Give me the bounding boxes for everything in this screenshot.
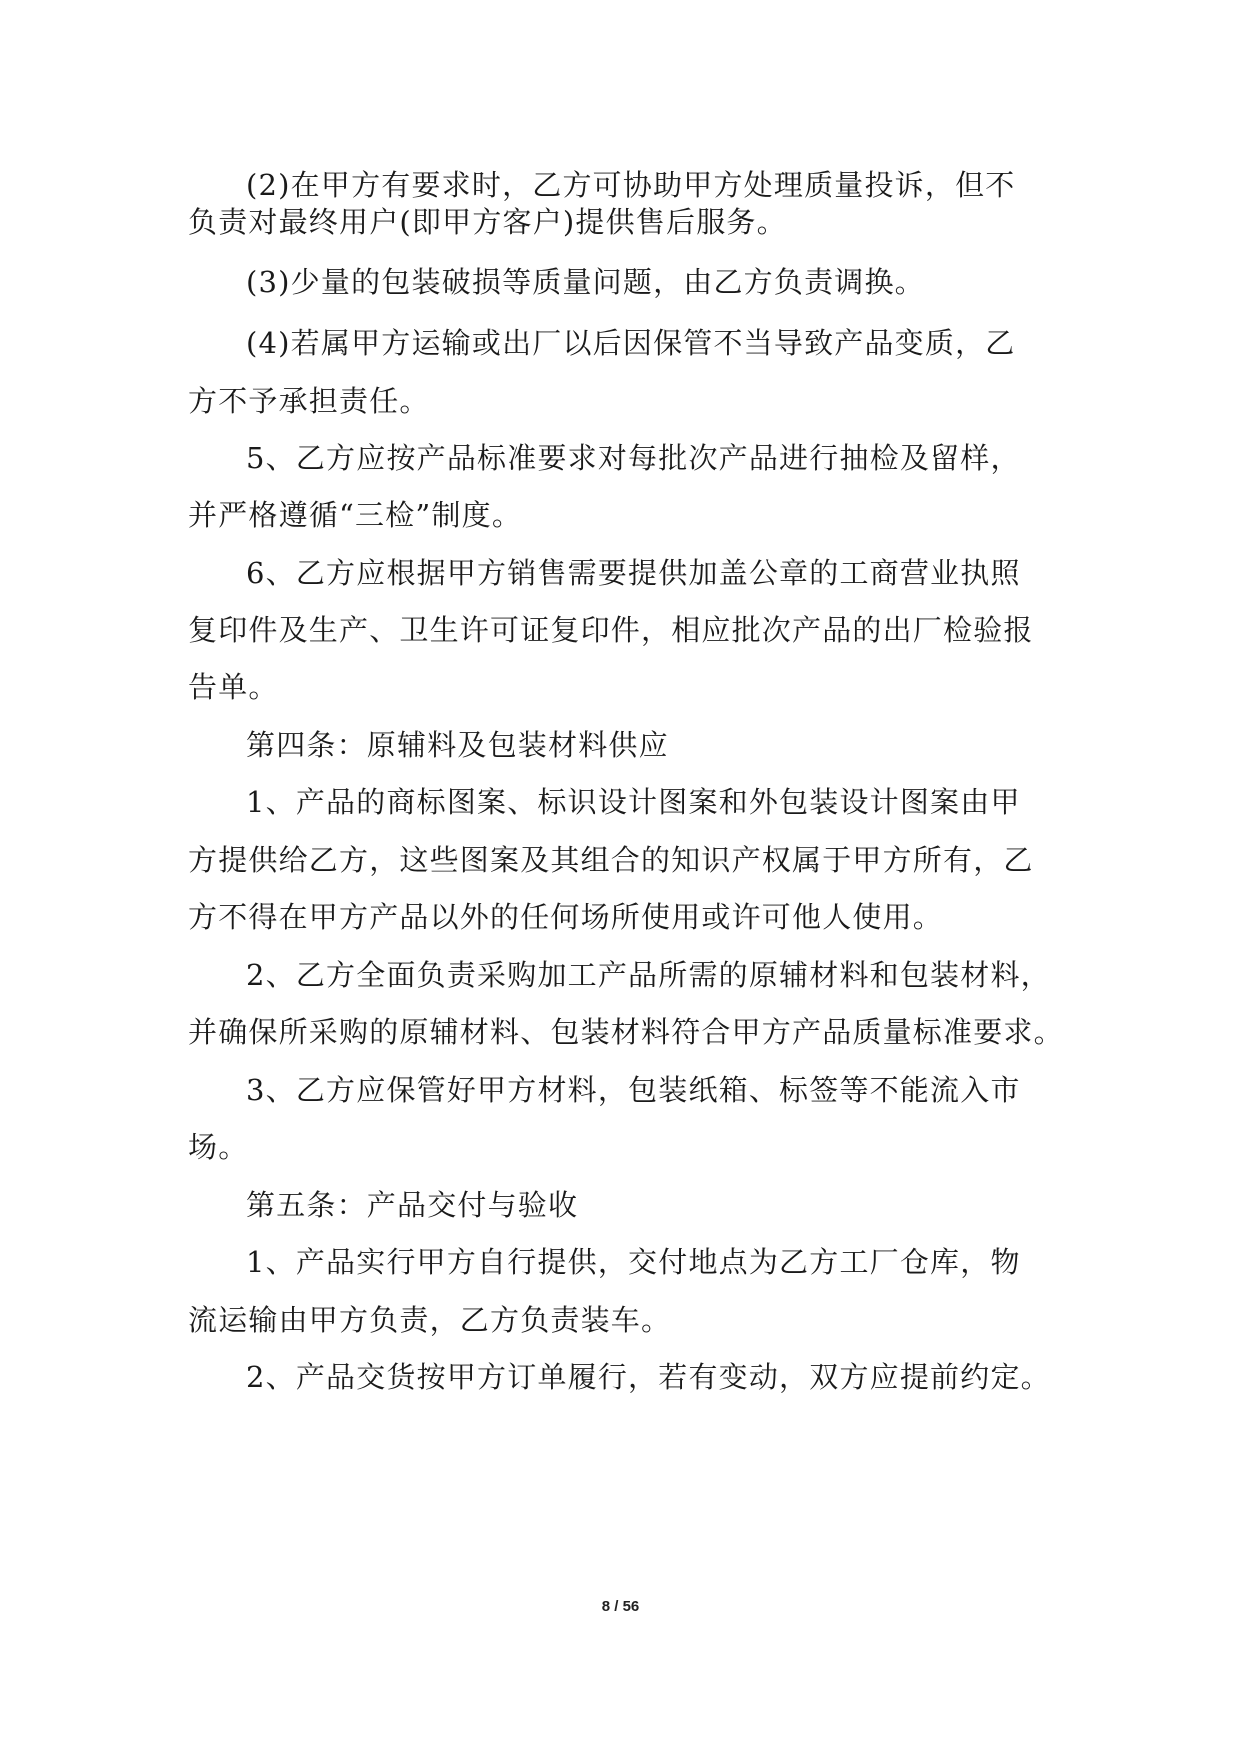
paragraph-line: 负责对最终用户(即甲方客户)提供售后服务。 — [188, 205, 787, 239]
paragraph-line: (3)少量的包装破损等质量问题，由乙方负责调换。 — [246, 265, 925, 299]
paragraph-line: (2)在甲方有要求时，乙方可协助甲方处理质量投诉，但不 — [246, 168, 1016, 202]
paragraph-line: 方不得在甲方产品以外的任何场所使用或许可他人使用。 — [188, 900, 944, 934]
paragraph-line: 复印件及生产、卫生许可证复印件，相应批次产品的出厂检验报 — [188, 613, 1034, 647]
paragraph-line: 方提供给乙方，这些图案及其组合的知识产权属于甲方所有，乙 — [188, 843, 1034, 877]
paragraph-line: 6、乙方应根据甲方销售需要提供加盖公章的工商营业执照 — [246, 556, 1021, 590]
paragraph-line: 并确保所采购的原辅材料、包装材料符合甲方产品质量标准要求。 — [188, 1015, 1064, 1049]
page-number: 8 / 56 — [601, 1598, 640, 1615]
paragraph-line: (4)若属甲方运输或出厂以后因保管不当导致产品变质，乙 — [246, 326, 1016, 360]
paragraph-line: 并严格遵循“三检”制度。 — [188, 498, 523, 532]
paragraph-line: 流运输由甲方负责，乙方负责装车。 — [188, 1303, 672, 1337]
paragraph-line: 2、产品交货按甲方订单履行，若有变动，双方应提前约定。 — [246, 1360, 1051, 1394]
paragraph-line: 方不予承担责任。 — [188, 384, 430, 418]
paragraph-line: 2、乙方全面负责采购加工产品所需的原辅材料和包装材料， — [246, 958, 1051, 992]
paragraph-line: 1、产品实行甲方自行提供，交付地点为乙方工厂仓库，物 — [246, 1245, 1021, 1279]
section-heading: 第四条：原辅料及包装材料供应 — [246, 728, 669, 762]
section-heading: 第五条：产品交付与验收 — [246, 1188, 579, 1222]
paragraph-line: 告单。 — [188, 670, 279, 704]
paragraph-line: 3、乙方应保管好甲方材料，包装纸箱、标签等不能流入市 — [246, 1073, 1021, 1107]
paragraph-line: 5、乙方应按产品标准要求对每批次产品进行抽检及留样， — [246, 441, 1021, 475]
paragraph-line: 1、产品的商标图案、标识设计图案和外包装设计图案由甲 — [246, 785, 1021, 819]
paragraph-line: 场。 — [188, 1130, 249, 1164]
